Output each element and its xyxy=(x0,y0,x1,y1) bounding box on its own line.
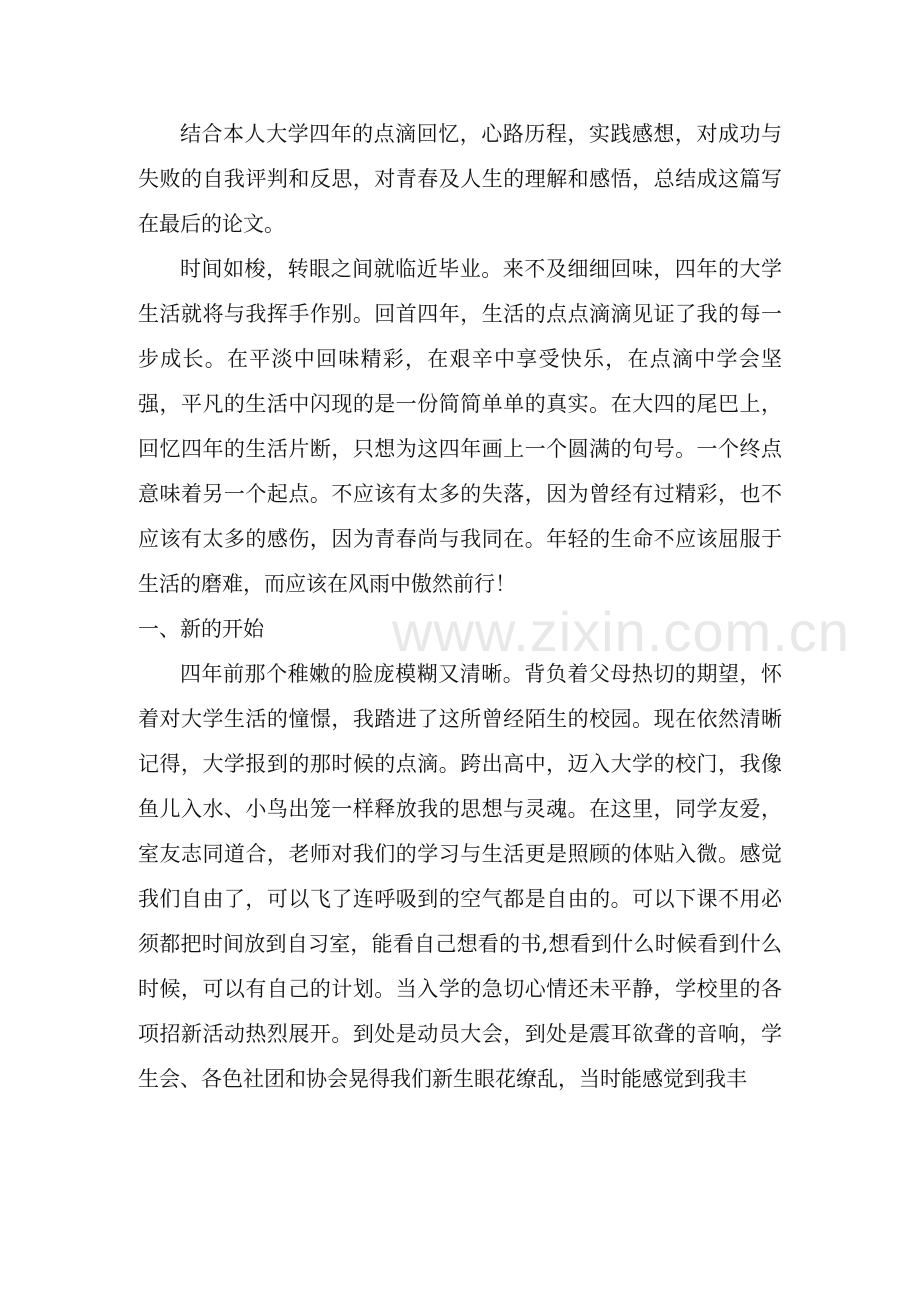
document-body xyxy=(138,112,782,1102)
watermark: www.zixin.com.cn xyxy=(392,600,850,663)
section-paragraph: 四年前那个稚嫩的脸庞模糊又清晰。背负着父母热切的期望，怀着对大学生活的憧憬，我踏进了这所曾经陌生的校园。现在依然清晰记得，大学报到的那时候的点滴。跨出高中，迈入大学的校门，我像鱼儿入水、小鸟出笼一样释放我的思想与灵魂。在这里，同学友爱，室友志同道合，老师对我们的学习与生活更是照顾的体贴入微。感觉我们自由了，可以飞了连呼吸到的空气都是自由的。可以下课不用必须都把时间放到自习室，能看自己想看的书,想看到什么时候看到什么时候，可以有自己的计划。当入学的急切心情还未平静，学校里的各项招新活动热烈展开。到处是动员大会，到处是震耳欲聋的音响，学生会、各色社团和协会晃得我们新生眼花缭乱，当时能感觉到我丰 xyxy=(138,662,782,1091)
intro-paragraph: 结合本人大学四年的点滴回忆，心路历程，实践感想，对成功与失败的自我评判和反思，对青春及人生的理解和感悟，总结成这篇写在最后的论文。 xyxy=(138,122,782,236)
section-heading: 一、新的开始 xyxy=(138,617,264,641)
reflection-paragraph: 时间如梭，转眼之间就临近毕业。来不及细细回味，四年的大学生活就将与我挥手作别。回首四年，生活的点点滴滴见证了我的每一步成长。在平淡中回味精彩，在艰辛中享受快乐，在点滴中学会坚强，平凡的生活中闪现的是一份简简单单的真实。在大四的尾巴上，回忆四年的生活片断，只想为这四年画上一个圆满的句号。一个终点意味着另一个起点。不应该有太多的失落，因为曾经有过精彩，也不应该有太多的感伤，因为青春尚与我同在。年轻的生命不应该屈服于生活的磨难，而应该在风雨中傲然前行！ xyxy=(138,257,782,596)
